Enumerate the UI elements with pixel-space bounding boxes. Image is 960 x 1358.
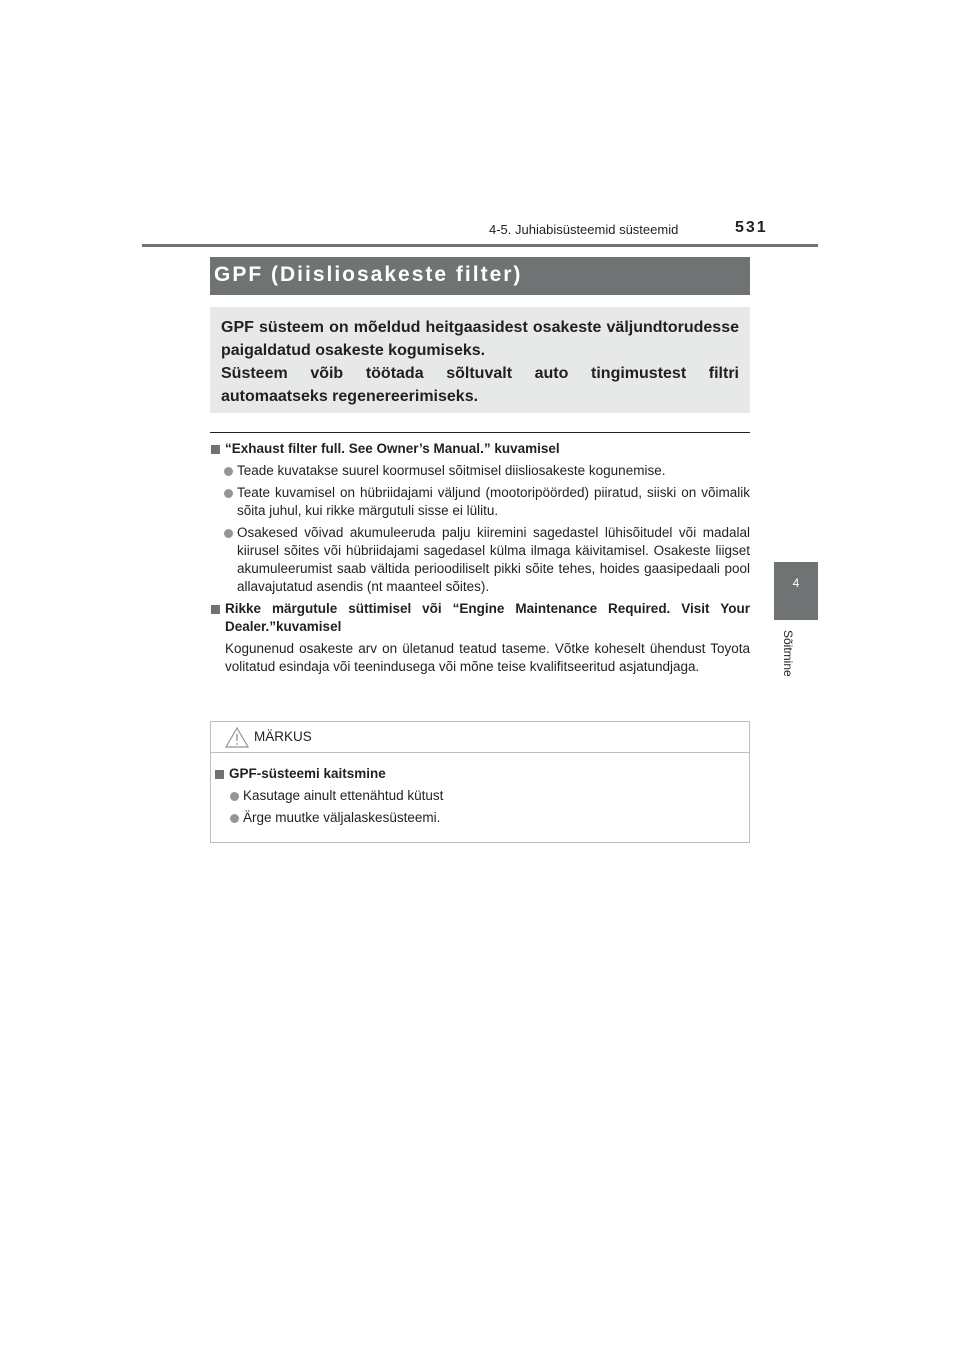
section-title-bar [210, 257, 750, 295]
notice-heading [211, 765, 749, 783]
notice-body [211, 753, 749, 827]
section-heading [210, 600, 750, 636]
section-heading [210, 440, 750, 458]
section-divider [210, 432, 750, 433]
list-item [210, 484, 750, 520]
intro-paragraph: Süsteem võib töötada sõltuvalt auto tingimustest filtri automaatseks regenereerimiseks. [221, 365, 739, 405]
notice-box [210, 721, 750, 843]
square-bullet-icon [215, 770, 224, 779]
header-divider [142, 244, 818, 247]
list-item-text: Osakesed võivad akumuleeruda palju kiiremini sagedastel lühisõitudel või madalal kiirusel sõites või hübriidajami sagedasel külma ilmaga käivitamisel. Osakeste liigset akumuleerumist saab vältida perioodiliselt pikki sõite tehes, hoides gaasipedaali pool allavajutatud asendis (nt maanteel sõites). [237, 525, 750, 594]
notice-list-item-text: Kasutage ainult ettenähtud kütust [243, 788, 444, 803]
section-heading-text: “Exhaust filter full. See Owner’s Manual.” kuvamisel [225, 441, 560, 456]
warning-icon [225, 727, 249, 748]
page-number: 531 [735, 219, 768, 236]
main-content [210, 440, 750, 680]
chapter-tab [774, 562, 818, 620]
round-bullet-icon [224, 467, 233, 476]
chapter-label-text: Sõitmine [781, 630, 795, 677]
chapter-number: 4 [792, 576, 800, 590]
section-paragraph: Kogunenud osakeste arv on ületanud teatud taseme. Võtke koheselt ühendust Toyota volitatud esindaja või teenindusega või mõne teise kvalifitseeritud asjatundjaga. [225, 641, 750, 674]
intro-box [210, 307, 750, 413]
list-item-text: Teate kuvamisel on hübriidajami väljund (mootoripöörded) piiratud, siiski on võimalik sõita juhul, kui rikke märgutuli sisse ei lülitu. [237, 485, 750, 518]
chapter-label [781, 630, 811, 690]
notice-title: MÄRKUS [254, 729, 312, 744]
notice-list-item-text: Ärge muutke väljalaskesüsteemi. [243, 810, 441, 825]
list-item [210, 462, 750, 480]
page-title: GPF (Diisliosakeste filter) [214, 263, 523, 286]
round-bullet-icon [230, 814, 239, 823]
square-bullet-icon [211, 445, 220, 454]
notice-list-item [211, 809, 749, 827]
running-header-section: 4-5. Juhiabisüsteemid süsteemid [489, 222, 679, 237]
square-bullet-icon [211, 605, 220, 614]
list-item [210, 524, 750, 596]
section-heading-text: Rikke märgutule süttimisel või “Engine Maintenance Required. Visit Your Dealer.”kuvamisel [225, 601, 750, 634]
notice-heading-text: GPF-süsteemi kaitsmine [229, 766, 386, 781]
notice-list-item [211, 787, 749, 805]
intro-paragraph: GPF süsteem on mõeldud heitgaasidest osakeste väljundtorudesse paigaldatud osakeste kogumiseks. [221, 319, 739, 359]
round-bullet-icon [224, 489, 233, 498]
round-bullet-icon [224, 529, 233, 538]
list-item-text: Teade kuvatakse suurel koormusel sõitmisel diisliosakeste kogunemise. [237, 463, 666, 478]
round-bullet-icon [230, 792, 239, 801]
notice-header [211, 722, 749, 753]
